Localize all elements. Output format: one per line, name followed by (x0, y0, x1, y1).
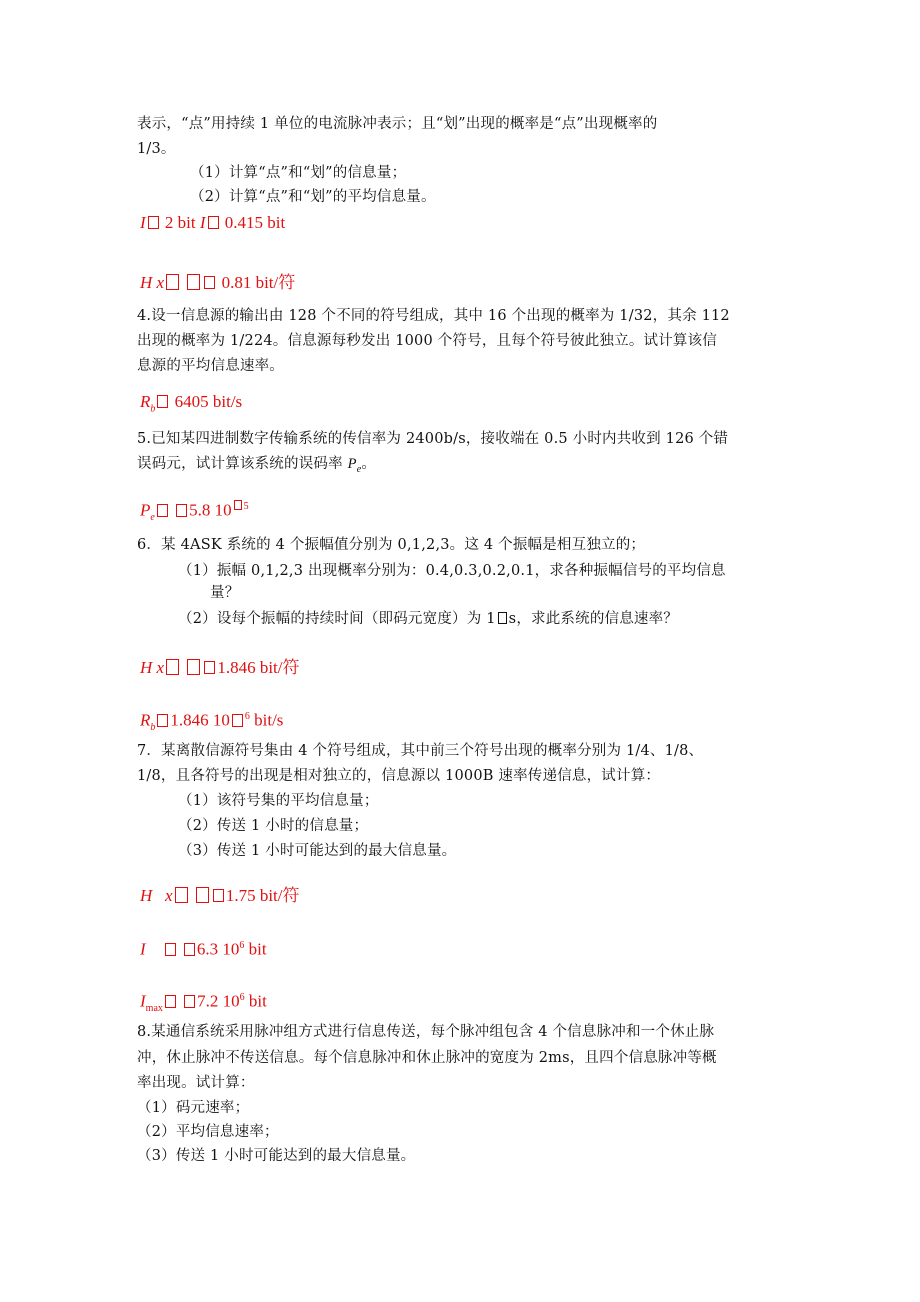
symbol-H: H (140, 886, 153, 905)
q8-text-line2: 冲，休止脉冲不传送信息。每个信息脉冲和休止脉冲的宽度为 2ms，且四个信息脉冲等概 (137, 1050, 717, 1066)
symbol-x: x (165, 886, 173, 905)
q6-ans2-value: 1.846 10 (170, 710, 230, 730)
q7-ans3-exponent: 6 (239, 992, 245, 1003)
q6-sub1a: （1）振幅 0,1,2,3 出现概率分别为：0.4,0.3,0.2,0.1，求各种振幅信号的平均信息 (178, 563, 726, 579)
missing-glyph-icon (148, 216, 159, 229)
q7-sub3: （3）传送 1 小时可能达到的最大信息量。 (178, 843, 457, 859)
missing-glyph-icon (187, 274, 200, 290)
q8-text-line3: 率出现。试计算： (137, 1075, 255, 1091)
symbol-b: b (150, 722, 156, 734)
q4-text-line2: 出现的概率为 1/224。信息源每秒发出 1000 个符号，且每个符号彼此独立。试计算该信 (137, 333, 718, 349)
missing-glyph-icon (232, 714, 243, 727)
missing-glyph-icon (166, 274, 179, 290)
missing-glyph-icon (204, 276, 215, 289)
missing-glyph-icon (184, 943, 195, 956)
missing-glyph-icon (157, 395, 168, 408)
missing-glyph-icon (196, 887, 209, 903)
q6-sub1b: 量？ (210, 585, 240, 601)
q7-sub1: （1）该符号集的平均信息量； (178, 793, 379, 809)
q6-answer-1 (140, 657, 300, 679)
q7-sub2: （2）传送 1 小时的信息量； (178, 818, 369, 834)
missing-glyph-icon (187, 659, 200, 675)
q3-ans1-a: 2 bit (164, 213, 196, 232)
q7-ans3-value: 7.2 10 (197, 991, 240, 1011)
symbol-P: P (347, 456, 357, 472)
q7-ans1: 1.75 bit/符 (225, 886, 300, 905)
missing-glyph-icon (176, 504, 187, 517)
q7-text-line1: 7．某离散信源符号集由 4 个符号组成，其中前三个符号出现的概率分别为 1/4、1/8、 (137, 743, 704, 759)
q7-ans2-unit: bit (248, 939, 267, 959)
missing-glyph-icon (157, 504, 168, 517)
symbol-H: H (140, 273, 153, 292)
q5-ans-value: 5.8 10 (189, 500, 232, 520)
symbol-I: I (140, 939, 146, 959)
q6-ans2-unit: bit/s (254, 710, 284, 730)
q5-line2-text: 误码元，试计算该系统的误码率 (137, 456, 343, 472)
missing-glyph-icon (166, 659, 179, 675)
missing-glyph-icon (184, 995, 195, 1008)
q5-answer (140, 496, 249, 529)
missing-glyph-icon (165, 995, 176, 1008)
symbol-x: x (156, 273, 165, 292)
q6-sub2 (178, 609, 678, 629)
missing-glyph-icon (213, 889, 224, 902)
q3-ans1-b: 0.415 bit (224, 213, 286, 232)
q3-answer-2 (140, 272, 295, 294)
q8-sub3: （3）传送 1 小时可能达到的最大信息量。 (137, 1148, 416, 1164)
q6-sub2-text: （2）设每个振幅的持续时间（即码元宽度）为 1 (178, 611, 496, 627)
missing-glyph-icon (165, 943, 176, 956)
q4-text-line3: 息源的平均信息速率。 (137, 358, 284, 374)
symbol-R: R (140, 710, 151, 730)
q7-ans2-value: 6.3 10 (196, 939, 240, 959)
q6-ans2-exponent: 6 (244, 711, 250, 722)
symbol-I: I (140, 213, 146, 232)
missing-glyph-icon (204, 661, 215, 674)
missing-glyph-icon (157, 714, 168, 727)
pe-symbol (347, 456, 362, 475)
q8-sub1: （1）码元速率； (137, 1100, 250, 1116)
q4-text-line1: 4.设一信息源的输出由 128 个不同的符号组成，其中 16 个出现的概率为 1/32，其余 112 (137, 308, 730, 324)
q5-text-line2: 误码元，试计算该系统的误码率 $P_e$。 (137, 456, 377, 475)
symbol-R: R (140, 392, 151, 411)
q4-ans: 6405 bit/s (174, 392, 243, 411)
missing-glyph-icon (234, 500, 242, 510)
q3-sub1: （1）计算“点”和“划”的信息量； (190, 165, 407, 181)
q4-answer (140, 391, 242, 420)
q6-answer-2 (140, 706, 283, 739)
symbol-b: b (150, 403, 156, 415)
q5-ans-exponent: 5 (243, 501, 249, 512)
q3-answer-1 (140, 212, 285, 234)
q7-ans2-exponent: 6 (239, 940, 245, 951)
q3-ans2: 0.81 bit/符 (221, 273, 296, 292)
symbol-x: x (156, 658, 165, 677)
symbol-H: H (140, 658, 153, 677)
symbol-max: max (145, 1003, 163, 1015)
missing-glyph-icon (498, 612, 507, 624)
q7-ans3-unit: bit (248, 991, 267, 1011)
symbol-I: I (140, 991, 146, 1011)
q3-sub2: （2）计算“点”和“划”的平均信息量。 (190, 189, 436, 205)
q3-text-line2: 1/3。 (137, 141, 176, 157)
symbol-P: P (140, 500, 151, 520)
symbol-I: I (199, 213, 206, 232)
q3-text-line1: 表示，“点”用持续 1 单位的电流脉冲表示；且“划”出现的概率是“点”出现概率的 (137, 116, 658, 132)
symbol-e: e (356, 463, 362, 475)
q7-text-line2: 1/8，且各符号的出现是相对独立的，信息源以 1000B 速率传递信息，试计算： (137, 768, 661, 784)
missing-glyph-icon (175, 887, 188, 903)
q8-sub2: （2）平均信息速率； (137, 1124, 279, 1140)
symbol-e: e (150, 512, 155, 524)
q6-sub2-tail: s，求此系统的信息速率？ (508, 611, 679, 627)
q6-ans1: 1.846 bit/符 (217, 658, 300, 677)
missing-glyph-icon (208, 216, 219, 229)
q7-answer-3 (140, 987, 267, 1020)
q8-text-line1: 8.某通信系统采用脉冲组方式进行信息传送，每个脉冲组包含 4 个信息脉冲和一个休止脉 (137, 1024, 715, 1040)
q5-text-line1: 5.已知某四进制数字传输系统的传信率为 2400b/s，接收端在 0.5 小时内共收到 126 个错 (137, 431, 729, 447)
q6-text-line1: 6．某 4ASK 系统的 4 个振幅值分别为 0,1,2,3。这 4 个振幅是相互独立的； (137, 537, 646, 553)
q7-answer-2 (140, 935, 267, 961)
q7-answer-1 (140, 885, 300, 907)
